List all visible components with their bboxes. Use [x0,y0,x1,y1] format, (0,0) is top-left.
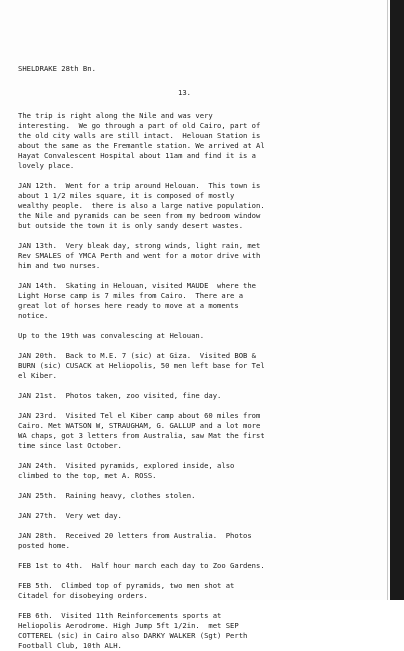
text-line: JAN 24th. Visited pyramids, explored inside, also [18,461,235,470]
diary-entry [18,411,380,451]
text-line: him and two nurses. [18,261,101,270]
text-line: wealthy people. there is also a large native population. [18,201,265,210]
text-line: posted home. [18,541,70,550]
diary-entries [18,111,380,651]
diary-entry [18,331,380,341]
diary-entry [18,281,380,321]
text-line: BURN (sic) CUSACK at Heliopolis, 50 men left base for Tel [18,361,265,370]
text-line: JAN 12th. Went for a trip around Helouan. This town is [18,181,261,190]
text-line: Football Club, 10th ALH. [18,641,122,650]
text-line: time since last October. [18,441,122,450]
diary-entry [18,561,380,571]
text-line: JAN 14th. Skating in Helouan, visited MAUDE where the [18,281,256,290]
text-line: JAN 27th. Very wet day. [18,511,122,520]
text-line: JAN 23rd. Visited Tel el Kiber camp about 60 miles from [18,411,261,420]
text-line: the Nile and pyramids can be seen from my bedroom window [18,211,261,220]
text-line: notice. [18,311,49,320]
text-line: JAN 25th. Raining heavy, clothes stolen. [18,491,196,500]
diary-entry [18,181,380,231]
text-line: Hayat Convalescent Hospital about 11am and find it is a [18,151,256,160]
page-number: 13. [178,88,191,97]
diary-entry [18,611,380,651]
page-edge-line [387,0,388,600]
text-line: Rev SMALES of YMCA Perth and went for a motor drive with [18,251,261,260]
text-line: great lot of horses here ready to move at a moments [18,301,239,310]
document-heading: SHELDRAKE 28th Bn. [18,64,96,73]
diary-entry [18,111,380,171]
diary-text [18,64,380,651]
text-line: FEB 5th. Climbed top of pyramids, two men shot at [18,581,235,590]
diary-entry [18,511,380,521]
text-line: Citadel for disobeying orders. [18,591,148,600]
text-line: JAN 28th. Received 20 letters from Australia. Photos [18,531,252,540]
text-line: lovely place. [18,161,75,170]
text-line: FEB 6th. Visited 11th Reinforcements sports at [18,611,222,620]
text-line: The trip is right along the Nile and was very [18,111,213,120]
text-line: interesting. We go through a part of old Cairo, part of [18,121,261,130]
text-line: Up to the 19th was convalescing at Helouan. [18,331,205,340]
text-line: JAN 13th. Very bleak day, strong winds, light rain, met [18,241,261,250]
text-line: climbed to the top, met A. ROSS. [18,471,157,480]
text-line: the old city walls are still intact. Helouan Station is [18,131,261,140]
diary-entry [18,531,380,551]
text-line: FEB 1st to 4th. Half hour march each day to Zoo Gardens. [18,561,265,570]
diary-entry [18,241,380,271]
diary-entry [18,391,380,401]
text-line: JAN 20th. Back to M.E. 7 (sic) at Giza. Visited BOB & [18,351,256,360]
text-line: but outside the town it is only sandy desert wastes. [18,221,244,230]
text-line: about 1 1/2 miles square, it is composed of mostly [18,191,235,200]
text-line: el Kiber. [18,371,57,380]
diary-entry [18,461,380,481]
diary-entry [18,351,380,381]
text-line: Cairo. Met WATSON W, STRAUGHAM, G. GALLUP and a lot more [18,421,261,430]
text-line: JAN 21st. Photos taken, zoo visited, fine day. [18,391,222,400]
text-line: WA chaps, got 3 letters from Australia, saw Mat the first [18,431,265,440]
text-line: about the same as the Fremantle station. We arrived at Al [18,141,265,150]
text-line: Light Horse camp is 7 miles from Cairo. There are a [18,291,244,300]
text-line: COTTEREL (sic) in Cairo also DARKY WALKER (Sgt) Perth [18,631,248,640]
diary-entry [18,491,380,501]
scan-border [390,0,404,600]
text-line: Heliopolis Aerodrome. High Jump 5ft 1/2in. met SEP [18,621,239,630]
diary-entry [18,581,380,601]
